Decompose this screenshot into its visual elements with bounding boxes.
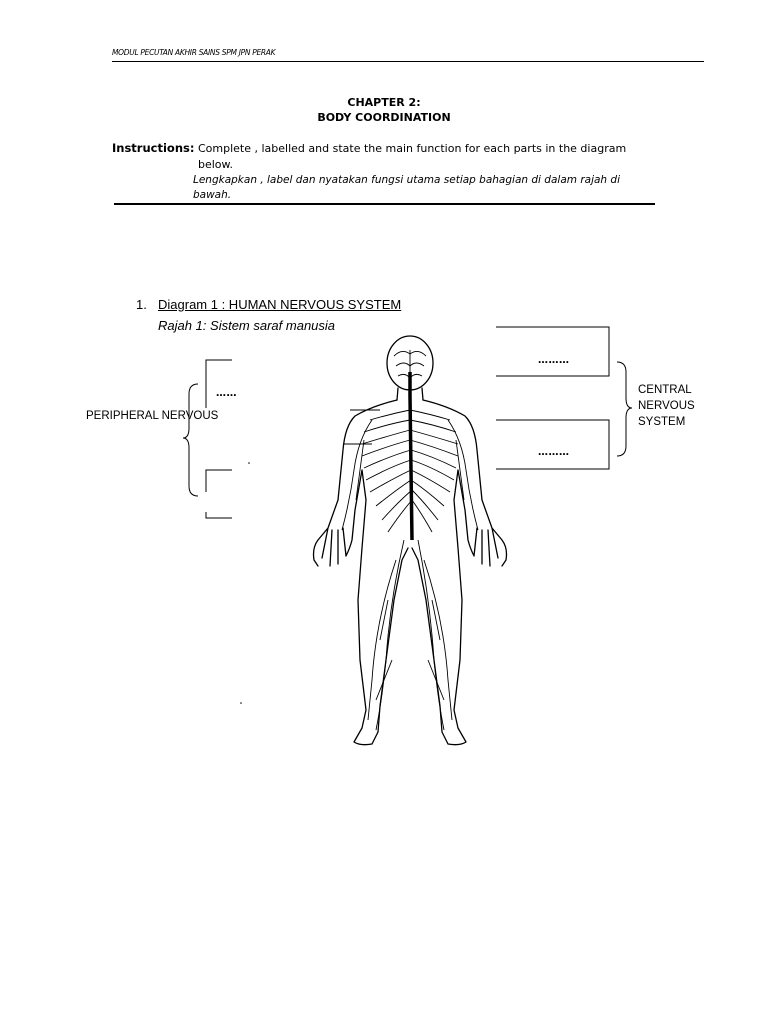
peripheral-label: PERIPHERAL NERVOUS [86,410,219,422]
figure-panel [232,340,537,750]
label-box-left-bottom [206,512,232,518]
instructions-label: Instructions: [112,141,195,155]
blank-brain: ……… [538,355,570,366]
question-subtitle: Rajah 1: Sistem saraf manusia [158,318,336,333]
module-header: MODUL PECUTAN AKHIR SAINS SPM JPN PERAK [112,48,276,57]
question-title: Diagram 1 : HUMAN NERVOUS SYSTEM [158,297,402,312]
blank-spinal-cord: ……… [538,447,570,458]
instructions-malay: Lengkapkan , label dan nyatakan fungsi utama setiap bahagian di dalam rajah di bawah. [193,174,620,201]
central-label-line-1: CENTRAL [638,384,692,396]
spinal-cord [410,372,412,540]
central-label-line-3: SYSTEM [638,416,686,428]
chapter-title: BODY COORDINATION [317,111,451,124]
question-number: 1. [136,297,147,312]
left-brace [183,384,198,496]
central-label [638,382,695,430]
central-label-line-2: NERVOUS [638,400,695,412]
chapter-number: CHAPTER 2: [347,96,421,109]
right-brace [617,362,632,456]
stray-mark [248,462,250,464]
instructions-english: Complete , labelled and state the main function for each parts in the diagram below. [198,142,627,171]
label-box-left-middle [206,470,232,492]
label-box-left-top [206,360,232,408]
blank-left-top: …… [216,388,237,399]
stray-mark [240,702,242,704]
